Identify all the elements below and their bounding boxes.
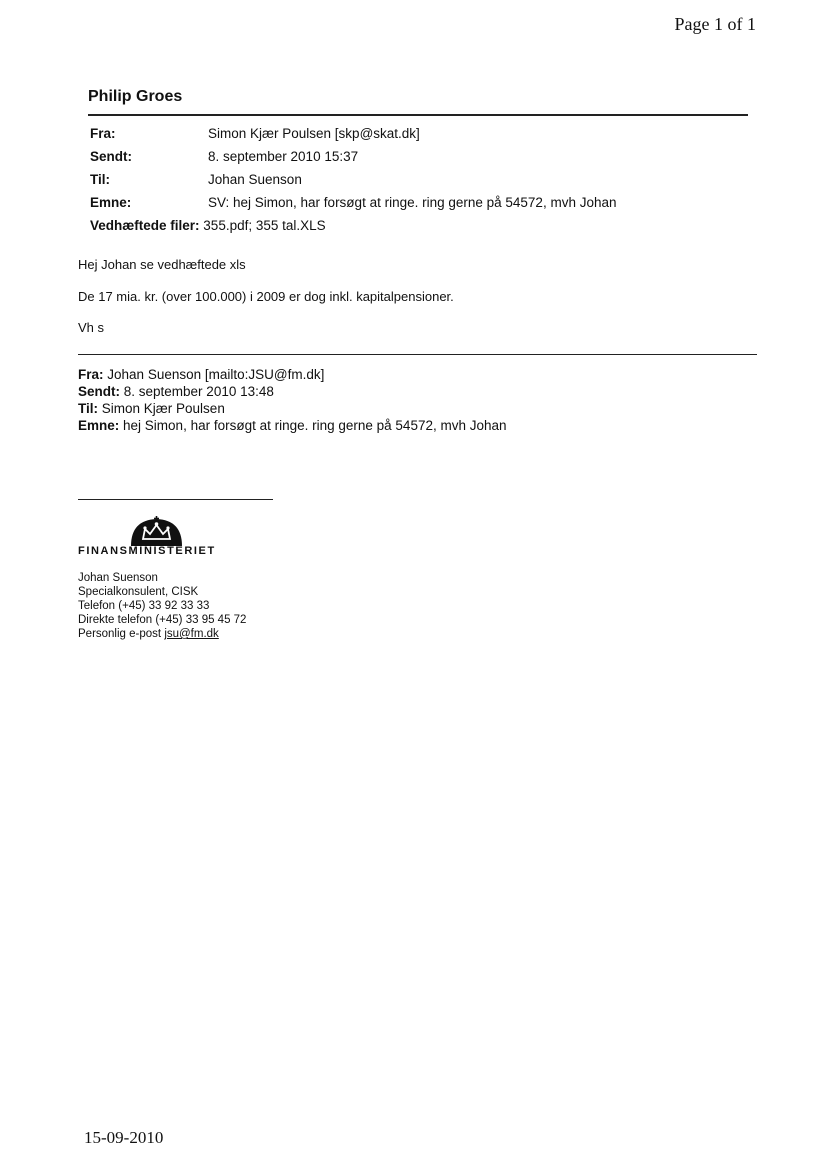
attachments-cell — [90, 218, 616, 241]
signature-email-prefix: Personlig e-post — [78, 628, 162, 640]
fwd-to-value: Simon Kjær Poulsen — [101, 401, 225, 416]
forward-divider — [78, 354, 757, 355]
ministry-wordmark: FINANSMINISTERIET — [78, 545, 216, 557]
forwarded-header — [78, 366, 507, 434]
from-value: Simon Kjær Poulsen [skp@skat.dk] — [208, 126, 420, 141]
fwd-from-label: Fra: — [78, 367, 104, 382]
signature-title: Specialkonsulent, CISK — [78, 586, 199, 598]
signature-divider — [78, 499, 273, 500]
fwd-sent-value: 8. september 2010 13:48 — [123, 384, 274, 399]
sent-label: Sendt: — [90, 149, 132, 164]
signature-name: Johan Suenson — [78, 572, 158, 584]
header-row-to — [90, 172, 616, 195]
signature-email-row — [78, 627, 246, 641]
header-row-subject — [90, 195, 616, 218]
subject-label: Emne: — [90, 195, 132, 210]
fwd-from-row — [78, 366, 507, 383]
crown-logo — [129, 514, 184, 546]
fwd-subject-value: hej Simon, har forsøgt at ringe. ring gerne på 54572, mvh Johan — [123, 418, 507, 433]
header-row-sent — [90, 149, 616, 172]
fwd-sent-label: Sendt: — [78, 384, 120, 399]
sent-value: 8. september 2010 15:37 — [208, 149, 359, 164]
body-line-greeting: Hej Johan se vedhæftede xls — [78, 257, 246, 272]
fwd-sent-row — [78, 383, 507, 400]
signature-phone: Telefon (+45) 33 92 33 33 — [78, 600, 210, 612]
fwd-to-row — [78, 400, 507, 417]
email-signature — [78, 571, 246, 641]
mailbox-owner-name: Philip Groes — [88, 88, 183, 105]
email-header — [90, 126, 616, 241]
signature-direct-phone: Direkte telefon (+45) 33 95 45 72 — [78, 614, 247, 626]
body-line-signoff: Vh s — [78, 320, 105, 335]
attachments-value[interactable]: 355.pdf; 355 tal.XLS — [203, 218, 326, 233]
header-row-from — [90, 126, 616, 149]
from-label: Fra: — [90, 126, 116, 141]
header-divider — [88, 114, 748, 116]
signature-email-link[interactable]: jsu@fm.dk — [164, 628, 219, 640]
attachments-label: Vedhæftede filer: — [90, 218, 200, 233]
fwd-from-value: Johan Suenson [mailto:JSU@fm.dk] — [107, 367, 325, 382]
footer-date: 15-09-2010 — [84, 1128, 164, 1147]
fwd-to-label: Til: — [78, 401, 98, 416]
body-line-content: De 17 mia. kr. (over 100.000) i 2009 er dog inkl. kapitalpensioner. — [78, 289, 454, 304]
fwd-subject-row — [78, 417, 507, 434]
page-number: Page 1 of 1 — [674, 14, 756, 34]
subject-value: SV: hej Simon, har forsøgt at ringe. ring gerne på 54572, mvh Johan — [208, 195, 617, 210]
fwd-subject-label: Emne: — [78, 418, 120, 433]
to-label: Til: — [90, 172, 110, 187]
header-row-attachments — [90, 218, 616, 241]
to-value: Johan Suenson — [208, 172, 302, 187]
